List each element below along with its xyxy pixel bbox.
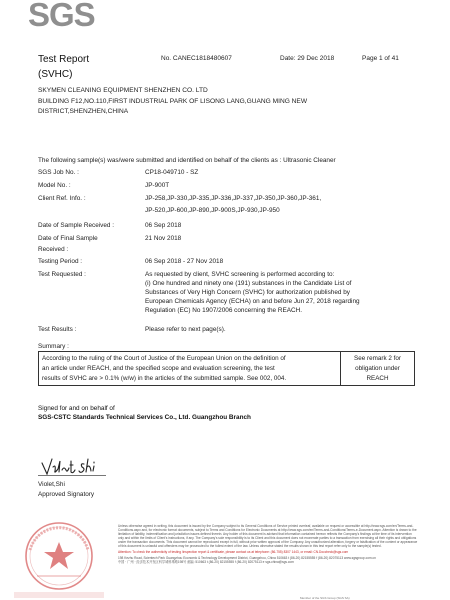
summary-remark	[341, 352, 414, 385]
footer-authenticity: Attention: To check the authenticity of testing /inspection report & certificate, please contact us at telephone: (86-755) 8307 1443, or email: CN.Doccheck@sgs.com	[118, 549, 349, 554]
test-requested-line1: As requested by client, SVHC screening is performed according to:	[145, 271, 335, 278]
sgs-job-label: SGS Job No. :	[38, 169, 79, 176]
testing-period-label: Testing Period :	[38, 258, 83, 265]
signed-line2: SGS-CSTC Standards Technical Services Co., Ltd. Guangzhou Branch	[38, 414, 251, 421]
test-requested-text	[145, 270, 410, 315]
date-received-label: Date of Sample Received :	[38, 222, 115, 229]
signatory-block	[38, 480, 94, 499]
footer-address-en: 198 Kezhu Road, Scientech Park Guangzhou Economic & Technology Development District, Guangzhou, China 510663 t (86-20) 82155555 f (86-20) 82075113 www.sgsgroup.com.cn	[118, 555, 376, 560]
report-page: Page 1 of 41	[362, 55, 399, 62]
signatory-name: Violet,Shi	[38, 481, 65, 488]
intro-text: The following sample(s) was/were submitted and identified on behalf of the clients as : Ultrasonic Cleaner	[38, 157, 336, 164]
test-requested-line4: European Chemicals Agency (ECHA) on and before Jun 27, 2018 regarding	[145, 298, 360, 305]
summary-box	[38, 351, 415, 386]
model-no-value: JP-900T	[145, 182, 170, 189]
signed-on-behalf	[38, 404, 251, 422]
address-line3: DISTRICT,SHENZHEN,CHINA	[38, 108, 129, 115]
report-date: Date: 29 Dec 2018	[280, 55, 335, 62]
sgs-job-value: CP18-049710 - SZ	[145, 169, 199, 176]
test-requested-line5: Regulation (EC) No 1907/2006 concerning the REACH.	[145, 307, 303, 314]
summary-conclusion	[39, 352, 341, 385]
testing-period-value: 06 Sep 2018 - 27 Nov 2018	[145, 258, 224, 265]
test-requested-line3: Substances of Very High Concern (SVHC) for authorization published by	[145, 289, 350, 296]
signed-line1: Signed for and on behalf of	[38, 405, 115, 412]
client-ref-line1: JP-258,JP-330,JP-335,JP-336,JP-337,JP-350,JP-360,JP-361,	[145, 195, 322, 202]
sgs-logo: SGS	[28, 0, 95, 33]
date-received-value: 06 Sep 2018	[145, 222, 182, 229]
test-results-label: Test Results :	[38, 326, 77, 333]
summary-line1: According to the ruling of the Court of Justice of the European Union on the definition of	[42, 355, 286, 362]
remark-line3: REACH	[366, 375, 389, 383]
report-title-line1: Test Report	[38, 54, 90, 65]
client-ref-label: Client Ref. Info. :	[38, 195, 86, 202]
client-address	[38, 86, 408, 118]
summary-label: Summary :	[38, 343, 69, 350]
model-no-label: Model No. :	[38, 182, 71, 189]
date-final-label-line1: Date of Final Sample	[38, 235, 98, 242]
client-ref-value	[145, 194, 410, 215]
signature-line	[38, 475, 106, 476]
date-final-label-line2: Received :	[38, 246, 69, 253]
footer-terms	[118, 524, 418, 564]
page-footer: Member of the SGS Group (SGS SA)	[300, 596, 350, 600]
footer-address-cn: 中国 · 广州 · 经济技术开发区科学城科珠路198号 邮编: 510663 t (86-20) 82155555 f (86-20) 82075113 e sgs.china@sgs.com	[118, 559, 294, 564]
test-results-value: Please refer to next page(s).	[145, 326, 226, 333]
summary-line3: results of SVHC are > 0.1% (w/w) in the articles of the submitted sample. See 002, 004.	[42, 375, 287, 383]
company-seal-stamp	[12, 520, 106, 600]
signatory-title: Approved Signatory	[38, 490, 95, 498]
report-title	[38, 52, 89, 82]
date-final-label	[38, 234, 148, 254]
remark-line1: See remark 2 for	[354, 355, 401, 362]
remark-line2: obligation under	[355, 365, 400, 373]
address-line1: SKYMEN CLEANING EQUIPMENT SHENZHEN CO. LTD	[38, 87, 208, 94]
address-line2: BUILDING F12,NO.110,FIRST INDUSTRIAL PARK OF LISONG LANG,GUANG MING NEW	[38, 97, 308, 105]
test-requested-line2: (i) One hundred and ninety one (191) substances in the Candidate List of	[145, 280, 352, 287]
date-final-value: 21 Nov 2018	[145, 235, 182, 242]
summary-line2: an article under REACH, and the specified scope and evaluation screening, the test	[42, 365, 275, 373]
report-title-line2: (SVHC)	[38, 69, 73, 80]
test-requested-label: Test Requested :	[38, 271, 86, 278]
client-ref-line2: JP-520,JP-600,JP-890,JP-900S,JP-930,JP-950	[145, 207, 280, 214]
footer-paragraph-1: Unless otherwise agreed in writing, this document is issued by the Company subject to its General Conditions of Service printed overleaf, available on request or accessible at http://www.sgs.com/en/Terms-and-Conditions.aspx and, for electronic format documents, subject to Terms and Conditions for Electronic Documents at http://www.sgs.com/en/Terms-and-Conditions/Terms-e-Document.aspx. Attention is drawn to the limitation of liability, indemnification and jurisdiction issues defined therein. Any holder of this document is advised that information contained hereon reflects the Company's findings at the time of its intervention only and within the limits of Client's instructions, if any. The Company's sole responsibility is to its Client and this document does not exonerate parties to a transaction from exercising all their rights and obligations under the transaction documents. This document cannot be reproduced except in full, without prior written approval of the Company. Any unauthorized alteration, forgery or falsification of the content or appearance of this document is unlawful and offenders may be prosecuted to the fullest extent of the law. Unless otherwise stated the results shown in this test report refer only to the sample(s) tested.	[118, 524, 418, 549]
report-number: No. CANEC1818480607	[161, 55, 232, 62]
